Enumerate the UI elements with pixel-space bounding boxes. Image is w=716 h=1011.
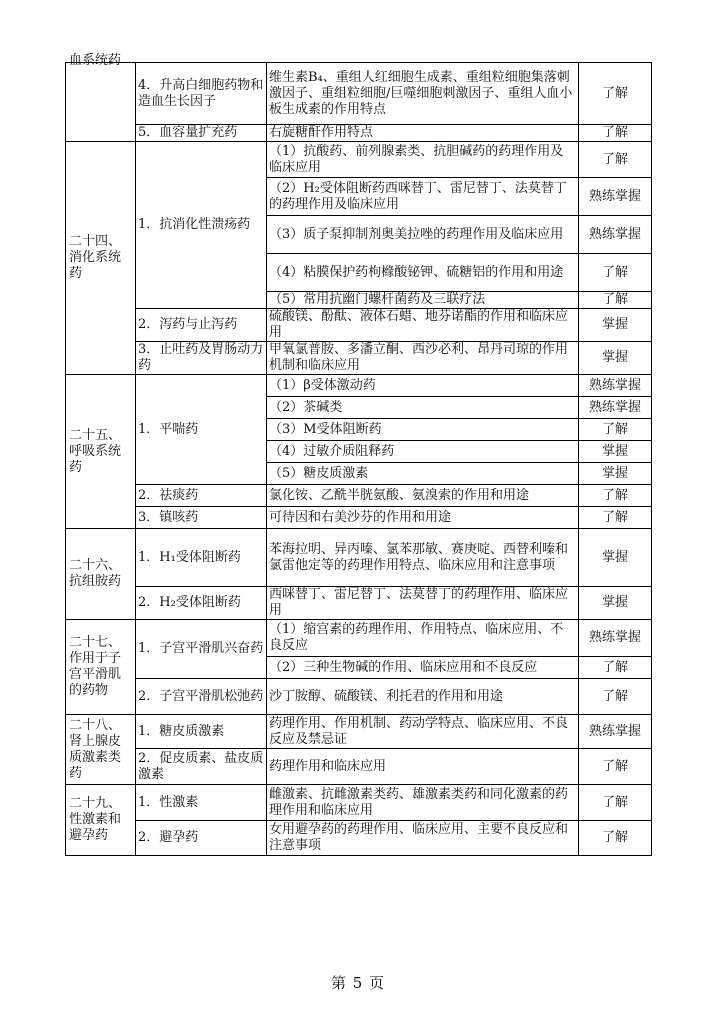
content-cell: 女用避孕药的药理作用、临床应用、主要不良反应和注意事项 bbox=[267, 821, 579, 856]
category-cell bbox=[66, 53, 136, 142]
content-cell: 沙丁胺醇、硫酸镁、利托君的作用和用途 bbox=[267, 679, 579, 715]
level-cell: 熟练掌握 bbox=[579, 375, 652, 397]
category-cell bbox=[66, 785, 136, 856]
content-cell: （2）茶碱类 bbox=[267, 397, 579, 419]
level-cell: 熟练掌握 bbox=[579, 178, 652, 216]
unit-cell: 3．镇咳药 bbox=[136, 507, 267, 529]
syllabus-table bbox=[65, 53, 652, 856]
content-cell: 氯化铵、乙酰半胱氨酸、氨溴索的作用和用途 bbox=[267, 485, 579, 507]
table-row bbox=[66, 821, 652, 856]
category-cell bbox=[66, 142, 136, 375]
level-cell: 掌握 bbox=[579, 463, 652, 485]
content-cell: （5）糖皮质激素 bbox=[267, 463, 579, 485]
table-row bbox=[66, 587, 652, 620]
unit-cell: 2．泻药与止泻药 bbox=[136, 309, 267, 342]
level-cell: 了解 bbox=[579, 254, 652, 292]
content-cell: （1）缩宫素的药理作用、作用特点、临床应用、不良反应 bbox=[267, 620, 579, 657]
level-cell: 掌握 bbox=[579, 529, 652, 587]
level-cell: 了解 bbox=[579, 63, 652, 125]
level-cell: 掌握 bbox=[579, 441, 652, 463]
table-row bbox=[66, 679, 652, 715]
level-cell: 了解 bbox=[579, 821, 652, 856]
category-cell bbox=[66, 620, 136, 715]
category-label: 二十四、消化系统药 bbox=[69, 234, 122, 281]
table-row bbox=[66, 375, 652, 397]
category-label: 二十八、肾上腺皮质激素类药 bbox=[69, 717, 122, 781]
level-cell: 了解 bbox=[579, 125, 652, 142]
category-label: 血系统药 bbox=[69, 53, 122, 68]
content-cell: （5）常用抗幽门螺杆菌药及三联疗法 bbox=[267, 292, 579, 309]
content-cell: 苯海拉明、异丙嗪、氯苯那敏、赛庚啶、西替利嗪和氯雷他定等的药理作用特点、临床应用和注意事项 bbox=[267, 529, 579, 587]
level-cell: 掌握 bbox=[579, 342, 652, 375]
content-cell: （3）M受体阻断药 bbox=[267, 419, 579, 441]
content-cell: 维生素B₄、重组人红细胞生成素、重组粒细胞集落刺激因子、重组粒细胞/巨噬细胞刺激因子、重组人血小板生成素的作用特点 bbox=[267, 63, 579, 125]
content-cell: 可待因和右美沙芬的作用和用途 bbox=[267, 507, 579, 529]
unit-cell: 2．子宫平滑肌松弛药 bbox=[136, 679, 267, 715]
table-row bbox=[66, 749, 652, 785]
table-row bbox=[66, 485, 652, 507]
category-cell bbox=[66, 529, 136, 620]
level-cell: 掌握 bbox=[579, 587, 652, 620]
level-cell: 掌握 bbox=[579, 309, 652, 342]
category-label: 二十九、性激素和避孕药 bbox=[69, 796, 122, 843]
level-cell: 熟练掌握 bbox=[579, 397, 652, 419]
table-row bbox=[66, 142, 652, 178]
unit-cell: 2．H₂受体阻断药 bbox=[136, 587, 267, 620]
content-cell: （1）抗酸药、前列腺素类、抗胆碱药的药理作用及临床应用 bbox=[267, 142, 579, 178]
table-row bbox=[66, 507, 652, 529]
category-label: 二十六、抗组胺药 bbox=[69, 558, 122, 589]
content-cell: （4）过敏介质阻释药 bbox=[267, 441, 579, 463]
content-cell: 甲氧氯普胺、多潘立酮、西沙必利、昂丹司琼的作用机制和临床应用 bbox=[267, 342, 579, 375]
category-label: 二十七、作用于子宫平滑肌的药物 bbox=[69, 635, 122, 698]
unit-cell: 4．升高白细胞药物和造血生长因子 bbox=[136, 63, 267, 125]
page-number: 第 5 页 bbox=[330, 974, 386, 992]
content-cell: （2）H₂受体阻断药西咪替丁、雷尼替丁、法莫替丁的药理作用及临床应用 bbox=[267, 178, 579, 216]
unit-cell: 1．糖皮质激素 bbox=[136, 715, 267, 749]
content-cell: 西咪替丁、雷尼替丁、法莫替丁的药理作用、临床应用 bbox=[267, 587, 579, 620]
unit-cell: 1．子宫平滑肌兴奋药 bbox=[136, 620, 267, 679]
unit-cell: 1．抗消化性溃疡药 bbox=[136, 142, 267, 309]
content-cell: （2）三种生物碱的作用、临床应用和不良反应 bbox=[267, 657, 579, 679]
table-row bbox=[66, 620, 652, 657]
category-cell bbox=[66, 375, 136, 529]
category-cell bbox=[66, 715, 136, 785]
content-cell: 药理作用、作用机制、药动学特点、临床应用、不良反应及禁忌证 bbox=[267, 715, 579, 749]
unit-cell: 2．避孕药 bbox=[136, 821, 267, 856]
table-row bbox=[66, 63, 652, 125]
level-cell: 了解 bbox=[579, 785, 652, 821]
unit-cell: 1．性激素 bbox=[136, 785, 267, 821]
unit-cell: 2．促皮质素、盐皮质激素 bbox=[136, 749, 267, 785]
level-cell: 熟练掌握 bbox=[579, 715, 652, 749]
level-cell: 了解 bbox=[579, 142, 652, 178]
level-cell: 了解 bbox=[579, 419, 652, 441]
table-row bbox=[66, 715, 652, 749]
level-cell: 了解 bbox=[579, 292, 652, 309]
content-cell: 药理作用和临床应用 bbox=[267, 749, 579, 785]
content-cell: （4）粘膜保护药枸橼酸铋钾、硫糖铝的作用和用途 bbox=[267, 254, 579, 292]
unit-cell: 1．平喘药 bbox=[136, 375, 267, 485]
level-cell: 了解 bbox=[579, 749, 652, 785]
table-row bbox=[66, 529, 652, 587]
level-cell: 了解 bbox=[579, 485, 652, 507]
category-label: 二十五、呼吸系统药 bbox=[69, 427, 122, 475]
unit-cell: 2．祛痰药 bbox=[136, 485, 267, 507]
table-row bbox=[66, 125, 652, 142]
table-row bbox=[66, 309, 652, 342]
unit-cell: 3．止吐药及胃肠动力药 bbox=[136, 342, 267, 375]
content-cell: （3）质子泵抑制剂奥美拉唑的药理作用及临床应用 bbox=[267, 216, 579, 254]
table-row bbox=[66, 785, 652, 821]
level-cell: 了解 bbox=[579, 657, 652, 679]
content-cell: （1）β受体激动药 bbox=[267, 375, 579, 397]
table-row bbox=[66, 342, 652, 375]
unit-cell: 1．H₁受体阻断药 bbox=[136, 529, 267, 587]
level-cell: 了解 bbox=[579, 507, 652, 529]
level-cell: 了解 bbox=[579, 679, 652, 715]
content-cell: 雌激素、抗雌激素类药、雄激素类药和同化激素的药理作用和临床应用 bbox=[267, 785, 579, 821]
content-cell: 硫酸镁、酚酞、液体石蜡、地芬诺酯的作用和临床应用 bbox=[267, 309, 579, 342]
content-cell: 右旋糖酐作用特点 bbox=[267, 125, 579, 142]
level-cell: 熟练掌握 bbox=[579, 216, 652, 254]
unit-cell: 5．血容量扩充药 bbox=[136, 125, 267, 142]
level-cell: 熟练掌握 bbox=[579, 620, 652, 657]
